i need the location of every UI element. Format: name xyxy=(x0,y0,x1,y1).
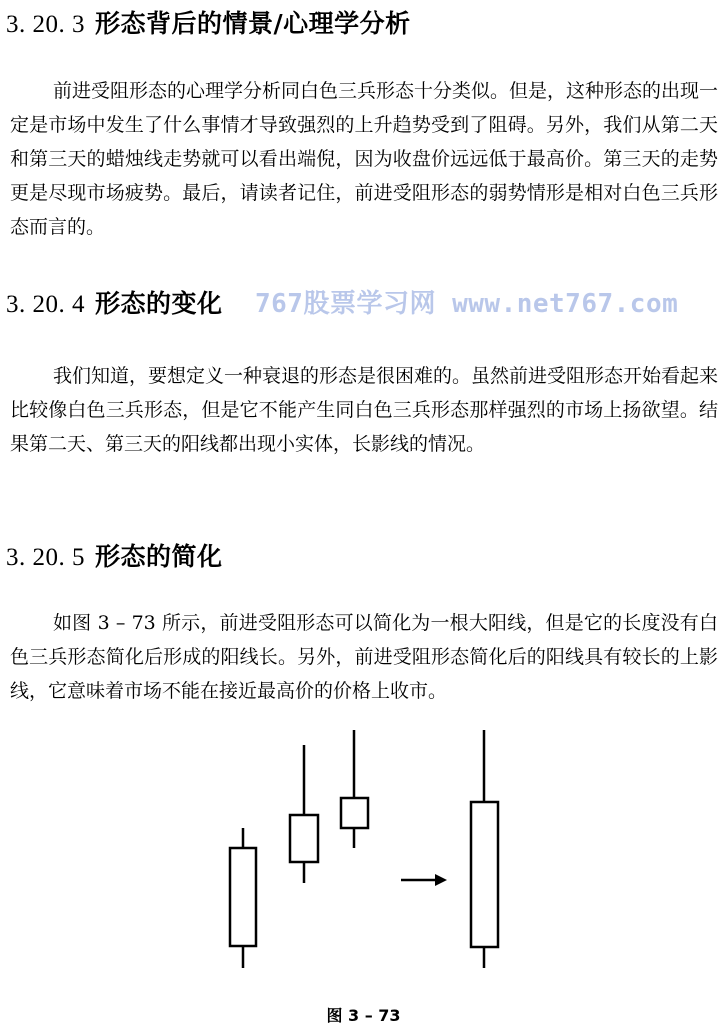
section-number: 3. 20. 3 xyxy=(6,11,85,38)
figure-caption: 图 3 – 73 xyxy=(326,1006,401,1025)
section-paragraph: 如图 3 – 73 所示，前进受阻形态可以简化为一根大阳线，但是它的长度没有白色三兵形态简化后形成的阳线长。另外，前进受阻形态简化后的阳线具有较长的上影线，它意味着市场不能在接近最高价的价格上收市。 xyxy=(10,612,718,702)
right-arrow-icon xyxy=(401,874,447,886)
candle-body xyxy=(290,815,318,862)
section-number: 3. 20. 4 xyxy=(6,291,85,318)
candle-body xyxy=(230,848,256,946)
candle-body xyxy=(471,802,498,947)
candlestick-day-2 xyxy=(290,745,318,883)
section-heading-3-20-5 xyxy=(6,537,223,573)
section-title: 形态的简化 xyxy=(95,542,223,571)
candlestick-day-3 xyxy=(341,730,368,848)
candlestick-figure xyxy=(0,720,727,980)
section-title: 形态的变化 xyxy=(95,289,223,318)
candlestick-day-1 xyxy=(230,828,256,968)
candle-body xyxy=(341,798,368,828)
section-title: 形态背后的情景/心理学分析 xyxy=(95,9,411,38)
section-number: 3. 20. 5 xyxy=(6,544,85,571)
section-paragraph: 我们知道，要想定义一种衰退的形态是很困难的。虽然前进受阻形态开始看起来比较像白色三兵形态，但是它不能产生同白色三兵形态那样强烈的市场上扬欲望。结果第二天、第三天的阳线都出现小实体，长影线的情况。 xyxy=(10,365,719,455)
section-heading-3-20-3 xyxy=(6,4,411,40)
simplified-candlestick xyxy=(471,730,498,968)
section-heading-3-20-4 xyxy=(6,284,223,320)
watermark: 767股票学习网 www.net767.com xyxy=(255,289,679,319)
section-paragraph: 前进受阻形态的心理学分析同白色三兵形态十分类似。但是，这种形态的出现一定是市场中发生了什么事情才导致强烈的上升趋势受到了阻碍。另外，我们从第二天和第三天的蜡烛线走势就可以看出端倪，因为收盘价远远低于最高价。第三天的走势更是尽现市场疲势。最后，请读者记住，前进受阻形态的弱势情形是相对白色三兵形态而言的。 xyxy=(10,80,719,238)
